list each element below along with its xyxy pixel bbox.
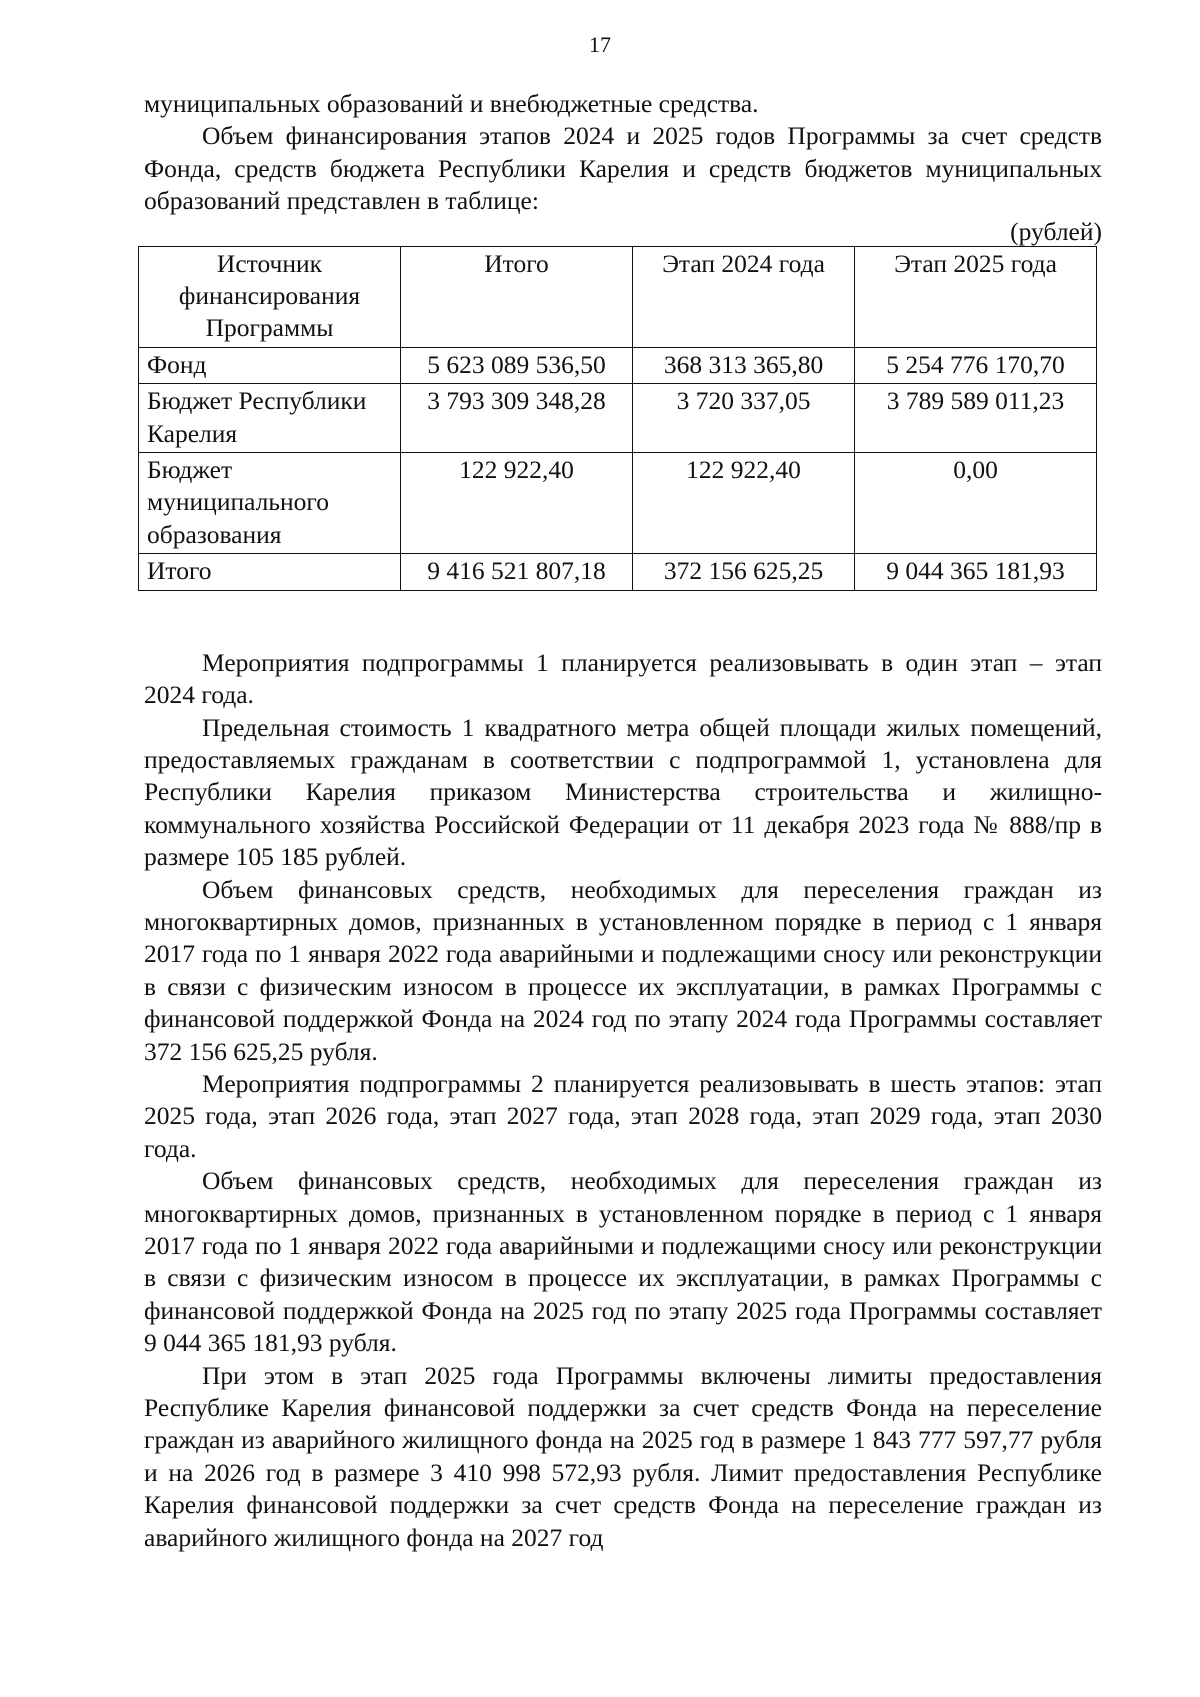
header-source: Источник финансирования Программы bbox=[139, 246, 401, 347]
page-number: 17 bbox=[589, 32, 611, 57]
financing-table bbox=[138, 246, 1097, 591]
paragraph: Мероприятия подпрограммы 1 планируется реализовывать в один этап – этап 2024 года. bbox=[144, 647, 1102, 710]
row-stage-2024: 3 720 337,05 bbox=[633, 384, 855, 453]
row-source: Бюджет муниципального образования bbox=[139, 453, 401, 554]
paragraph: Предельная стоимость 1 квадратного метра общей площади жилых помещений, предоставляемых гражданам в соответствии с подпрограммой 1, установлена для Республики Карелия приказом Министерства строительства и жилищно-коммунального хозяйства Российской Федерации от 11 декабря 2023 года № 888/пр в размере 105 185 рублей. bbox=[144, 712, 1102, 872]
table-unit-label: (рублей) bbox=[1010, 216, 1102, 246]
row-stage-2024: 372 156 625,25 bbox=[633, 554, 855, 590]
row-source: Итого bbox=[139, 554, 401, 590]
table-row bbox=[139, 347, 1097, 383]
row-stage-2025: 0,00 bbox=[855, 453, 1097, 554]
table-row bbox=[139, 453, 1097, 554]
row-stage-2025: 5 254 776 170,70 bbox=[855, 347, 1097, 383]
paragraph: Мероприятия подпрограммы 2 планируется реализовывать в шесть этапов: этап 2025 года, этап 2026 года, этап 2027 года, этап 2028 года, этап 2029 года, этап 2030 года. bbox=[144, 1068, 1102, 1163]
table-header-row bbox=[139, 246, 1097, 347]
intro-paragraph: Объем финансирования этапов 2024 и 2025 годов Программы за счет средств Фонда, средств бюджета Республики Карелия и средств бюджетов муниципальных образований представлен в таблице: bbox=[144, 121, 1102, 216]
row-stage-2025: 3 789 589 011,23 bbox=[855, 384, 1097, 453]
table-row bbox=[139, 384, 1097, 453]
header-stage-2024: Этап 2024 года bbox=[633, 246, 855, 347]
spacer bbox=[144, 591, 1102, 647]
row-stage-2025: 9 044 365 181,93 bbox=[855, 554, 1097, 590]
intro-line: муниципальных образований и внебюджетные средства. bbox=[144, 89, 759, 118]
header-stage-2025: Этап 2025 года bbox=[855, 246, 1097, 347]
paragraph: Объем финансовых средств, необходимых для переселения граждан из многоквартирных домов, признанных в установленном порядке в период с 1 января 2017 года по 1 января 2022 года аварийными и подлежащими сносу или реконструкции в связи с физическим износом в процессе их эксплуатации, в рамках Программы с финансовой поддержкой Фонда на 2024 год по этапу 2024 года Программы составляет 372 156 625,25 рубля. bbox=[144, 874, 1102, 1066]
header-total: Итого bbox=[401, 246, 633, 347]
row-source: Бюджет Республики Карелия bbox=[139, 384, 401, 453]
row-source: Фонд bbox=[139, 347, 401, 383]
row-total: 122 922,40 bbox=[401, 453, 633, 554]
row-total: 9 416 521 807,18 bbox=[401, 554, 633, 590]
paragraph: При этом в этап 2025 года Программы включены лимиты предоставления Республике Карелия финансовой поддержки за счет средств Фонда на переселение граждан из аварийного жилищного фонда на 2025 год в размере 1 843 777 597,77 рубля и на 2026 год в размере 3 410 998 572,93 рубля. Лимит предоставления Республике Карелия финансовой поддержки за счет средств Фонда на переселение граждан из аварийного жилищного фонда на 2027 год bbox=[144, 1360, 1102, 1552]
table-total-row bbox=[139, 554, 1097, 590]
document-body bbox=[144, 88, 1102, 1554]
row-total: 3 793 309 348,28 bbox=[401, 384, 633, 453]
row-stage-2024: 368 313 365,80 bbox=[633, 347, 855, 383]
row-stage-2024: 122 922,40 bbox=[633, 453, 855, 554]
row-total: 5 623 089 536,50 bbox=[401, 347, 633, 383]
paragraph: Объем финансовых средств, необходимых для переселения граждан из многоквартирных домов, признанных в установленном порядке в период с 1 января 2017 года по 1 января 2022 года аварийными и подлежащими сносу или реконструкции в связи с физическим износом в процессе их эксплуатации, в рамках Программы с финансовой поддержкой Фонда на 2025 год по этапу 2025 года Программы составляет 9 044 365 181,93 рубля. bbox=[144, 1166, 1102, 1358]
